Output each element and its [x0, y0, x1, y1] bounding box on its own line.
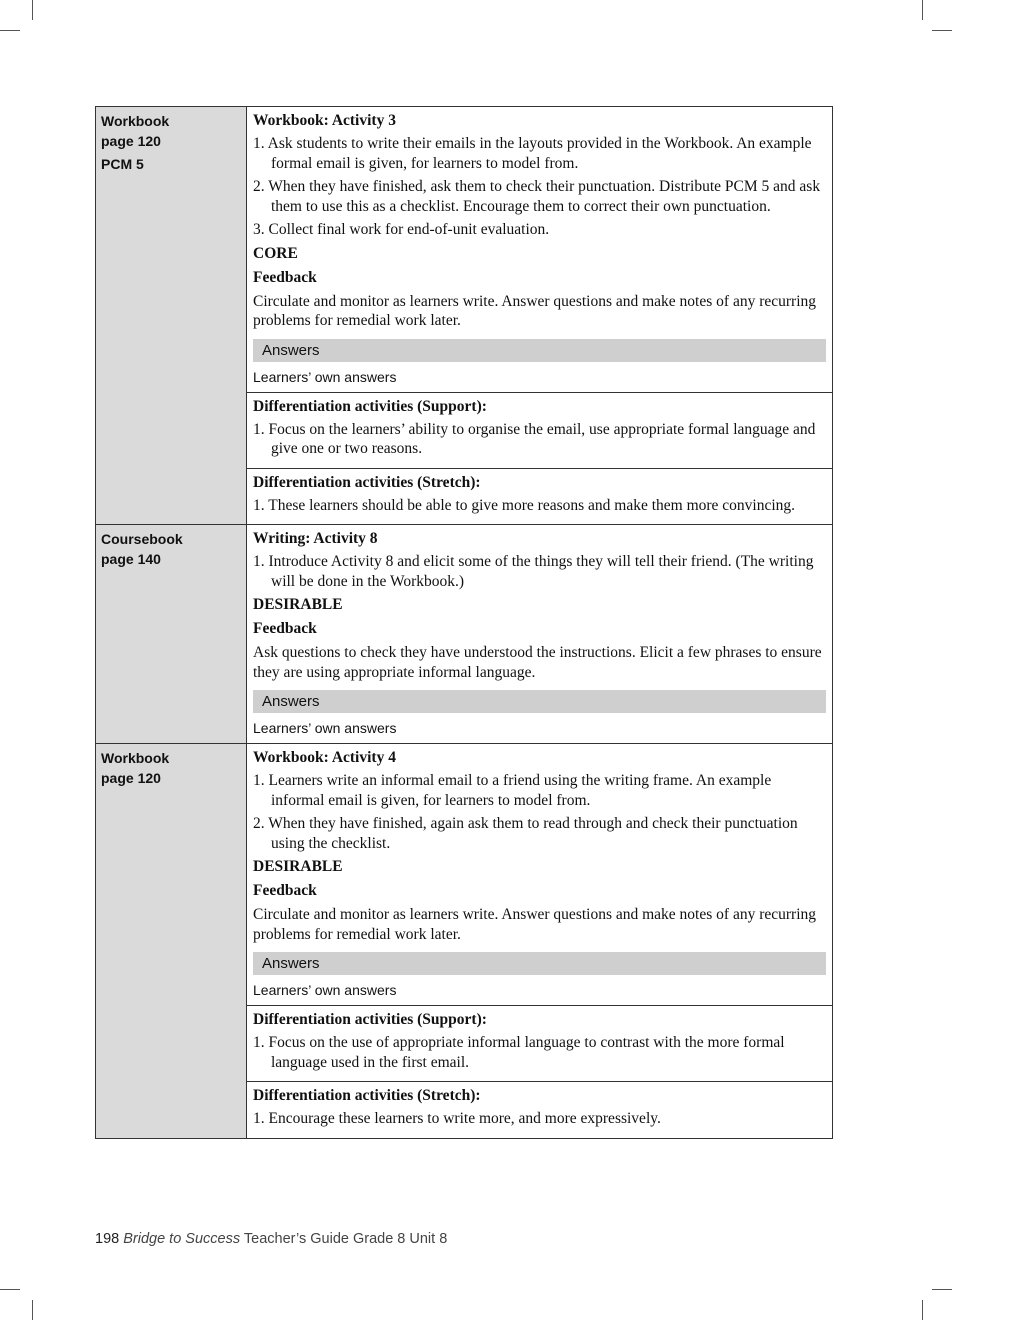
activity-heading: Workbook: Activity 3 — [253, 112, 396, 129]
book-title: Bridge to Success — [123, 1231, 241, 1247]
stretch-text: 1. Encourage these learners to write more, and more expressively. — [253, 1110, 661, 1127]
crop-mark — [922, 0, 923, 20]
crop-mark — [932, 1289, 952, 1290]
answers-text: Learners’ own answers — [253, 982, 397, 998]
step-item: 3. Collect final work for end-of-unit evaluation. — [253, 221, 550, 238]
answers-bar: Answers — [253, 339, 826, 362]
activity-heading: Writing: Activity 8 — [253, 530, 378, 547]
activity-block — [247, 744, 832, 1005]
step-item: 1. Learners write an informal email to a friend using the writing frame. An example informal email is given, for learners to model from. — [253, 772, 772, 809]
step-item: 2. When they have finished, ask them to check their punctuation. Distribute PCM 5 and ask them to use this as a checklist. Encourage them to correct their own punctuation. — [253, 178, 821, 215]
level-label: CORE — [253, 244, 298, 262]
stretch-heading: Differentiation activities (Stretch): — [253, 1087, 481, 1104]
resource-reference: Workbook page 120 — [96, 744, 247, 1139]
stretch-heading: Differentiation activities (Stretch): — [253, 473, 481, 491]
feedback-text: Circulate and monitor as learners write. Answer questions and make notes of any recurring problems for remedial work later. — [253, 292, 816, 329]
support-block — [247, 392, 832, 468]
crop-mark — [32, 1300, 33, 1320]
feedback-heading: Feedback — [253, 882, 317, 899]
book-subtitle: Teacher’s Guide Grade 8 Unit 8 — [243, 1231, 448, 1247]
step-item: 1. Introduce Activity 8 and elicit some of the things they will tell their friend. (The writing will be done in the Workbook.) — [253, 553, 814, 590]
activity-cell — [247, 744, 833, 1139]
table-row — [96, 107, 833, 525]
feedback-text: Circulate and monitor as learners write. Answer questions and make notes of any recurring problems for remedial work later. — [253, 906, 816, 943]
answers-text: Learners’ own answers — [253, 720, 397, 736]
table-row — [96, 525, 833, 744]
feedback-heading: Feedback — [253, 268, 317, 286]
support-text: 1. Focus on the learners’ ability to organise the email, use appropriate formal language and give one or two reasons. — [253, 420, 816, 457]
answers-text: Learners’ own answers — [253, 368, 397, 385]
table-row — [96, 744, 833, 1139]
step-item: 2. When they have finished, again ask them to read through and check their punctuation using the checklist. — [253, 815, 798, 852]
page-number: 198 — [95, 1231, 120, 1247]
step-item: 1. Ask students to write their emails in the layouts provided in the Workbook. An example formal email is given, for learners to model from. — [253, 135, 812, 172]
level-label: DESIRABLE — [253, 596, 343, 613]
activity-heading: Workbook: Activity 4 — [253, 749, 396, 766]
resource-reference: Workbook page 120 PCM 5 — [96, 107, 247, 525]
activity-cell — [247, 525, 833, 744]
stretch-block — [247, 468, 832, 525]
crop-mark — [32, 0, 33, 20]
level-label: DESIRABLE — [253, 858, 343, 875]
feedback-text: Ask questions to check they have understood the instructions. Elicit a few phrases to ensure they are using appropriate informal language. — [253, 644, 822, 681]
support-heading: Differentiation activities (Support): — [253, 397, 487, 415]
crop-mark — [0, 30, 20, 31]
page-footer — [95, 1231, 447, 1247]
lesson-table — [95, 106, 833, 1139]
support-block — [247, 1005, 832, 1081]
crop-mark — [922, 1300, 923, 1320]
crop-mark — [932, 30, 952, 31]
stretch-text: 1. These learners should be able to give more reasons and make them more convincing. — [253, 496, 796, 514]
crop-mark — [0, 1289, 20, 1290]
feedback-heading: Feedback — [253, 620, 317, 637]
activity-block — [247, 107, 832, 392]
support-text: 1. Focus on the use of appropriate informal language to contrast with the more formal language used in the first email. — [253, 1034, 785, 1071]
activity-block — [247, 525, 832, 743]
answers-bar: Answers — [253, 690, 826, 713]
answers-bar: Answers — [253, 952, 826, 975]
support-heading: Differentiation activities (Support): — [253, 1011, 487, 1028]
resource-reference: Coursebook page 140 — [96, 525, 247, 744]
stretch-block — [247, 1081, 832, 1138]
activity-cell — [247, 107, 833, 525]
